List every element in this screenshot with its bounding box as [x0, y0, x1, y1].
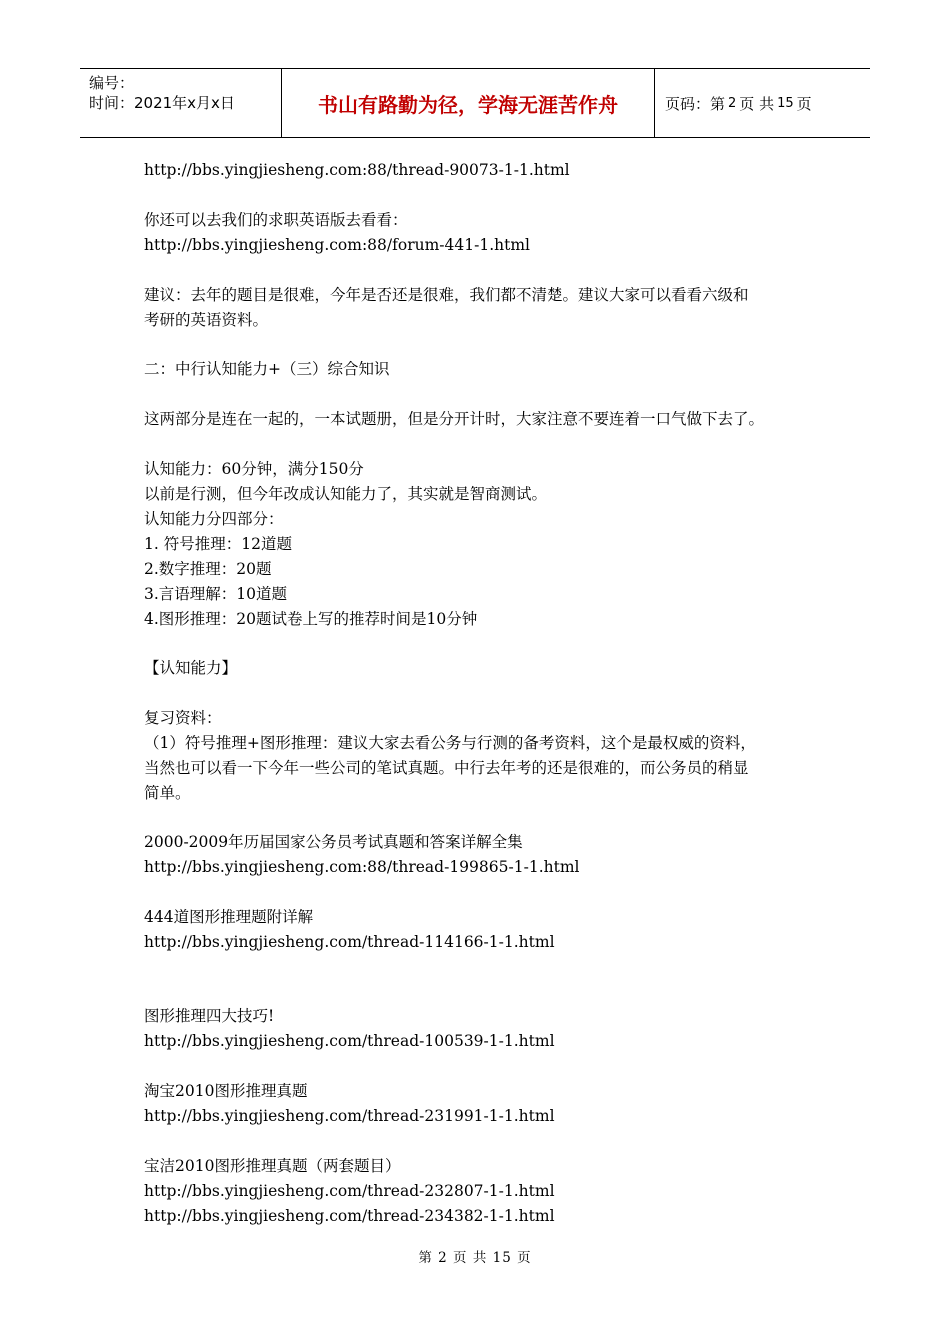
link-line[interactable]: http://bbs.yingjiesheng.com/thread-232807-1-1.html [144, 1182, 555, 1200]
text-line: 以前是行测，但今年改成认知能力了，其实就是智商测试。 [144, 485, 548, 503]
link-line[interactable]: http://bbs.yingjiesheng.com/thread-100539-1-1.html [144, 1032, 555, 1050]
link-line[interactable]: http://bbs.yingjiesheng.com/thread-234382-1-1.html [144, 1207, 555, 1225]
page-footer: 第 2 页 共 15 页 [418, 1250, 532, 1266]
page-mid: 页 共 [739, 94, 775, 113]
text-line: 认知能力：60分钟，满分150分 [144, 460, 364, 478]
section-heading: 【认知能力】 [144, 659, 238, 677]
text-line: （1）符号推理+图形推理：建议大家去看公务与行测的备考资料，这个是最权威的资料， [144, 734, 756, 752]
text-line: 复习资料： [144, 709, 222, 727]
header-motto: 书山有路勤为径，学海无涯苦作舟 [281, 69, 655, 137]
page-current: 2 [728, 95, 737, 111]
page-suffix: 页 [796, 94, 812, 113]
resource-title: 2000-2009年历届国家公务员考试真题和答案详解全集 [144, 833, 523, 851]
link-line[interactable]: http://bbs.yingjiesheng.com:88/thread-199865-1-1.html [144, 858, 580, 876]
section-heading: 二：中行认知能力+（三）综合知识 [144, 360, 390, 378]
page-total: 15 [777, 95, 794, 111]
list-item: 1. 符号推理：12道题 [144, 535, 292, 553]
link-line[interactable]: http://bbs.yingjiesheng.com/thread-231991-1-1.html [144, 1107, 555, 1125]
header-meta [80, 69, 281, 137]
resource-title: 淘宝2010图形推理真题 [144, 1082, 308, 1100]
link-line[interactable]: http://bbs.yingjiesheng.com:88/forum-441-1.html [144, 236, 531, 254]
serial-label: 编号： [89, 74, 135, 92]
text-line: 建议：去年的题目是很难，今年是否还是很难，我们都不清楚。建议大家可以看看六级和 [144, 286, 749, 304]
resource-title: 444道图形推理题附详解 [144, 908, 314, 926]
resource-title: 宝洁2010图形推理真题（两套题目） [144, 1157, 401, 1175]
text-line: 考研的英语资料。 [144, 311, 269, 329]
text-line: 这两部分是连在一起的，一本试题册，但是分开计时，大家注意不要连着一口气做下去了。 [144, 410, 765, 428]
resource-title: 图形推理四大技巧! [144, 1007, 275, 1025]
text-line: 你还可以去我们的求职英语版去看看： [144, 211, 408, 229]
page-header [80, 68, 870, 138]
text-line: 简单。 [144, 784, 191, 802]
text-line: 认知能力分四部分： [144, 510, 284, 528]
list-item: 2.数字推理：20题 [144, 560, 272, 578]
text-line: 当然也可以看一下今年一些公司的笔试真题。中行去年考的还是很难的，而公务员的稍显 [144, 759, 749, 777]
date-line: 时间：2021年x月x日 [89, 94, 235, 112]
link-line[interactable]: http://bbs.yingjiesheng.com:88/thread-90073-1-1.html [144, 161, 570, 179]
link-line[interactable]: http://bbs.yingjiesheng.com/thread-114166-1-1.html [144, 933, 555, 951]
list-item: 3.言语理解：10道题 [144, 585, 288, 603]
header-page-info [655, 69, 870, 137]
page-prefix: 页码：第 [665, 94, 726, 113]
list-item: 4.图形推理：20题试卷上写的推荐时间是10分钟 [144, 610, 478, 628]
